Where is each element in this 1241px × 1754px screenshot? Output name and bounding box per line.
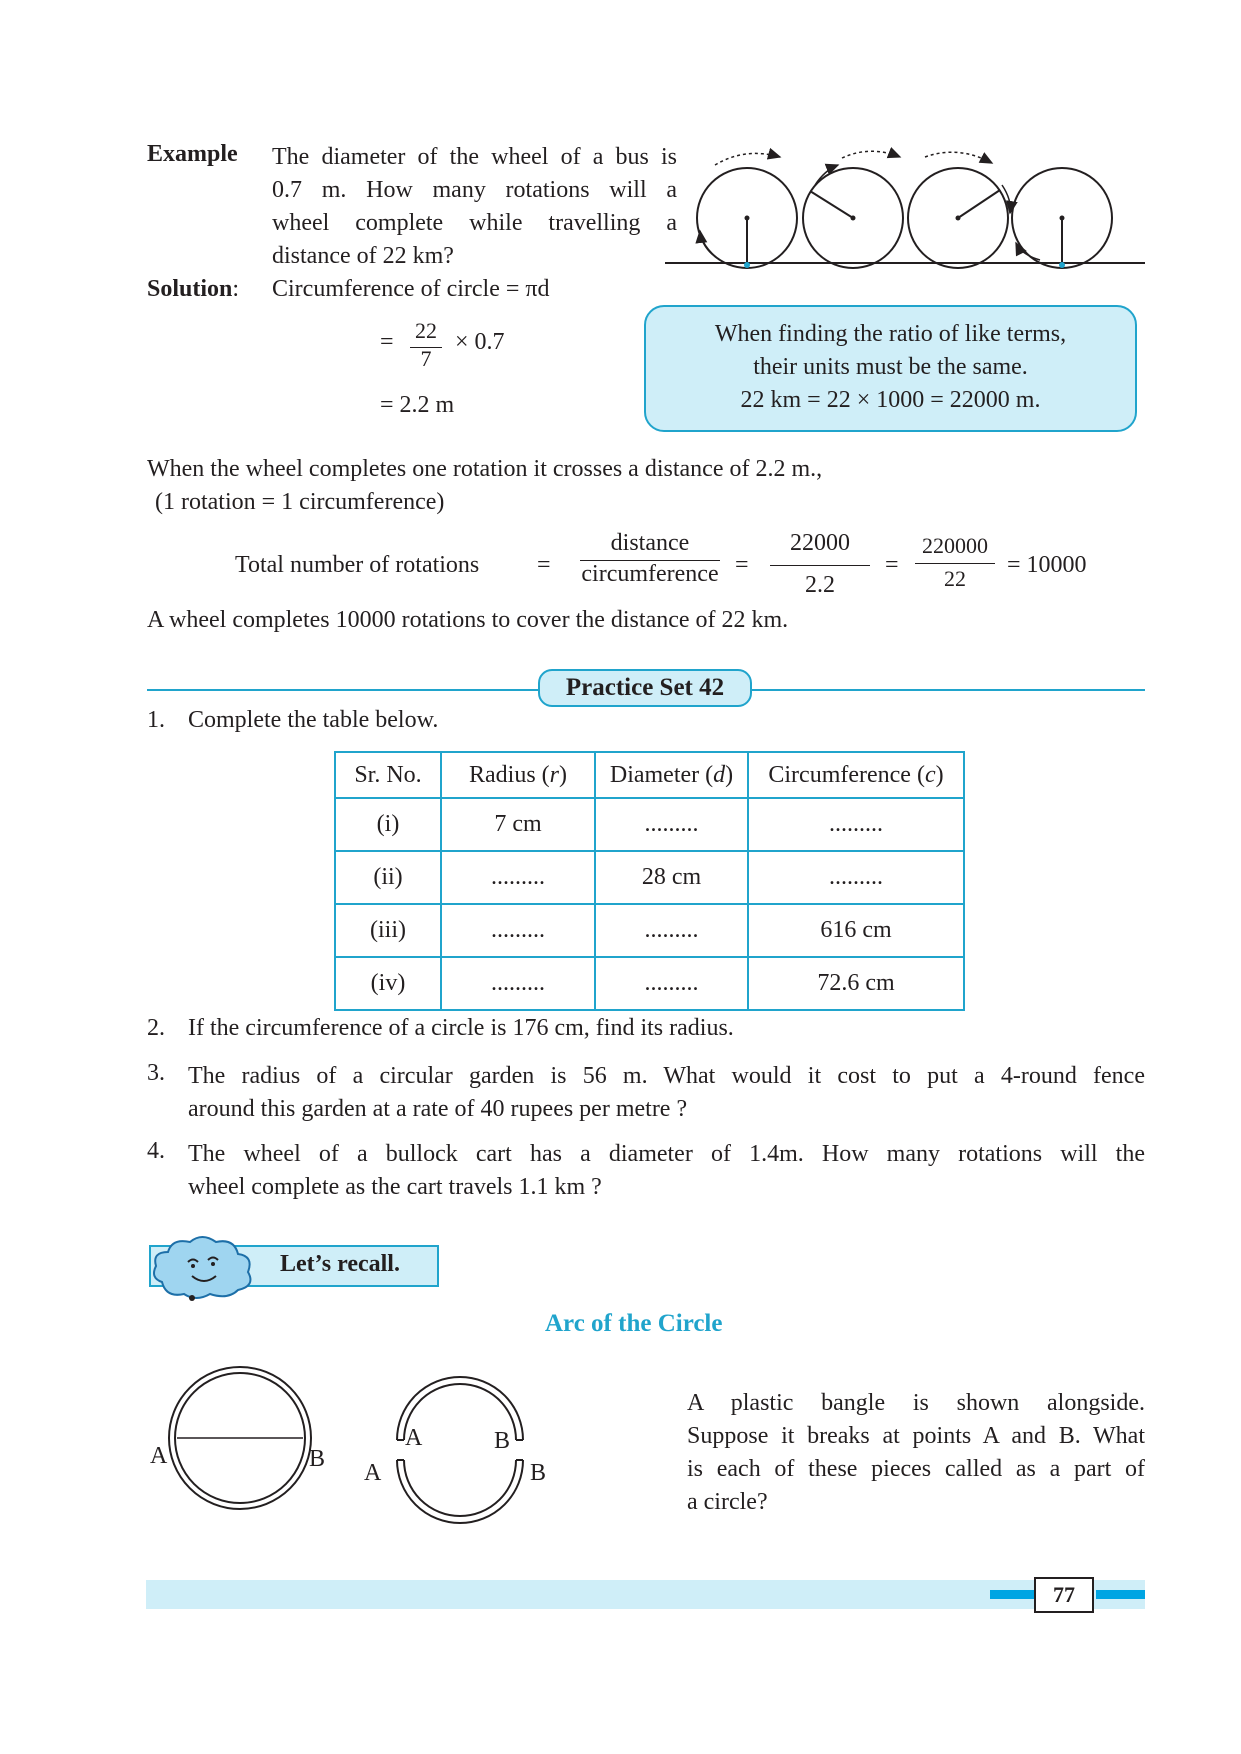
- solution-label: Solution:: [147, 276, 240, 302]
- page-number: 77: [1034, 1577, 1094, 1613]
- fraction-bar: [915, 563, 995, 564]
- table-header-row: [335, 752, 964, 798]
- table-cell: .........: [441, 957, 595, 1010]
- equals-sign: =: [380, 329, 394, 355]
- question-line: wheel complete as the cart travels 1.1 km ?: [188, 1174, 602, 1200]
- bangle-line: a circle?: [687, 1489, 768, 1515]
- fraction-bar: [410, 347, 442, 348]
- example-text: [272, 141, 677, 273]
- fraction-numerator: 22: [415, 318, 437, 343]
- fraction-numerator: distance: [610, 530, 690, 556]
- equals-sign: =: [735, 552, 749, 578]
- conclusion: A wheel completes 10000 rotations to cover the distance of 22 km.: [147, 607, 789, 633]
- note-line: their units must be the same.: [753, 354, 1028, 380]
- table-header: Radius (r): [441, 752, 595, 798]
- footer-stripe: [990, 1590, 1035, 1599]
- table-cell: 616 cm: [748, 904, 964, 957]
- table-row: [335, 851, 964, 904]
- question-number: 4.: [147, 1138, 165, 1164]
- fraction-220000-over-22: [915, 533, 995, 592]
- table-cell: 72.6 cm: [748, 957, 964, 1010]
- question-number: 2.: [147, 1015, 165, 1041]
- point-b-label: B: [309, 1446, 326, 1472]
- note-line: 22 km = 22 × 1000 = 22000 m.: [740, 387, 1041, 413]
- bangle-line: A plastic bangle is shown alongside.: [687, 1390, 1145, 1416]
- table-row: [335, 798, 964, 851]
- question-number: 3.: [147, 1060, 165, 1086]
- recall-label: Let’s recall.: [280, 1251, 400, 1277]
- fraction-denominator: circumference: [581, 561, 719, 587]
- question-number: 1.: [147, 707, 165, 733]
- table-cell: .........: [748, 798, 964, 851]
- explain-line-2: (1 rotation = 1 circumference): [155, 489, 445, 515]
- table-header: Circumference (c): [748, 752, 964, 798]
- table-cell: .........: [595, 798, 748, 851]
- cloud-mascot-icon: [148, 1232, 260, 1302]
- bangle-question: [687, 1387, 1145, 1519]
- practice-set-title: Practice Set 42: [538, 669, 752, 707]
- table-row: [335, 904, 964, 957]
- example-label: Example: [147, 141, 238, 167]
- question-line: The radius of a circular garden is 56 m. What would it cost to put a 4-round fence: [188, 1063, 1145, 1089]
- circumference-formula: Circumference of circle = πd: [272, 276, 550, 302]
- equals-sign: =: [537, 552, 551, 578]
- bangle-whole-figure: [165, 1362, 315, 1514]
- fraction-22-over-7: [410, 318, 442, 372]
- point-a-label: A: [405, 1425, 423, 1451]
- example-line: The diameter of the wheel of a bus is: [272, 144, 677, 170]
- example-line: distance of 22 km?: [272, 243, 454, 269]
- table-cell: 28 cm: [595, 851, 748, 904]
- times-value: × 0.7: [455, 329, 505, 355]
- arc-heading: Arc of the Circle: [545, 1310, 723, 1337]
- table-cell: .........: [595, 904, 748, 957]
- footer-stripe: [1096, 1590, 1145, 1599]
- question-line: around this garden at a rate of 40 rupees per metre ?: [188, 1096, 688, 1122]
- fraction-bar: [770, 565, 870, 566]
- question-4: [188, 1138, 1145, 1204]
- table-header: Sr. No.: [335, 752, 441, 798]
- fraction-denominator: 2.2: [805, 572, 835, 598]
- question-line: The wheel of a bullock cart has a diameter of 1.4m. How many rotations will the: [188, 1141, 1145, 1167]
- table-cell: .........: [748, 851, 964, 904]
- table-cell: (i): [335, 798, 441, 851]
- fraction-numerator: 22000: [790, 530, 850, 556]
- note-line: When finding the ratio of like terms,: [714, 321, 1067, 347]
- fraction-denominator: 22: [944, 566, 966, 591]
- table-cell: 7 cm: [441, 798, 595, 851]
- point-b-label: B: [494, 1428, 511, 1454]
- fraction-denominator: 7: [420, 346, 432, 371]
- table-cell: .........: [595, 957, 748, 1010]
- example-line: 0.7 m. How many rotations will a: [272, 177, 677, 203]
- question-2: If the circumference of a circle is 176 cm, find its radius.: [188, 1015, 734, 1041]
- total-rotations-label: Total number of rotations: [235, 552, 480, 578]
- fraction-numerator: 220000: [922, 533, 988, 558]
- point-b-label: B: [530, 1460, 547, 1486]
- practice-table: [334, 751, 965, 1011]
- equals-sign: =: [885, 552, 899, 578]
- question-1: Complete the table below.: [188, 707, 439, 733]
- fraction-distance-over-circumference: [570, 530, 730, 588]
- table-cell: (ii): [335, 851, 441, 904]
- note-box: [644, 305, 1137, 432]
- table-cell: .........: [441, 851, 595, 904]
- table-header: Diameter (d): [595, 752, 748, 798]
- table-cell: (iv): [335, 957, 441, 1010]
- table-cell: (iii): [335, 904, 441, 957]
- circumference-result: = 2.2 m: [380, 392, 455, 418]
- final-result: = 10000: [1007, 552, 1087, 578]
- table-cell: .........: [441, 904, 595, 957]
- point-a-label: A: [364, 1460, 382, 1486]
- rolling-wheel-figure: [660, 145, 1150, 270]
- question-3: [188, 1060, 1145, 1126]
- table-row: [335, 957, 964, 1010]
- explain-line-1: When the wheel completes one rotation it crosses a distance of 2.2 m.,: [147, 456, 823, 482]
- fraction-22000-over-2-2: [770, 530, 870, 599]
- example-line: wheel complete while travelling a: [272, 210, 677, 236]
- bangle-line: is each of these pieces called as a part of: [687, 1456, 1145, 1482]
- bangle-line: Suppose it breaks at points A and B. What: [687, 1423, 1145, 1449]
- point-a-label: A: [150, 1443, 168, 1469]
